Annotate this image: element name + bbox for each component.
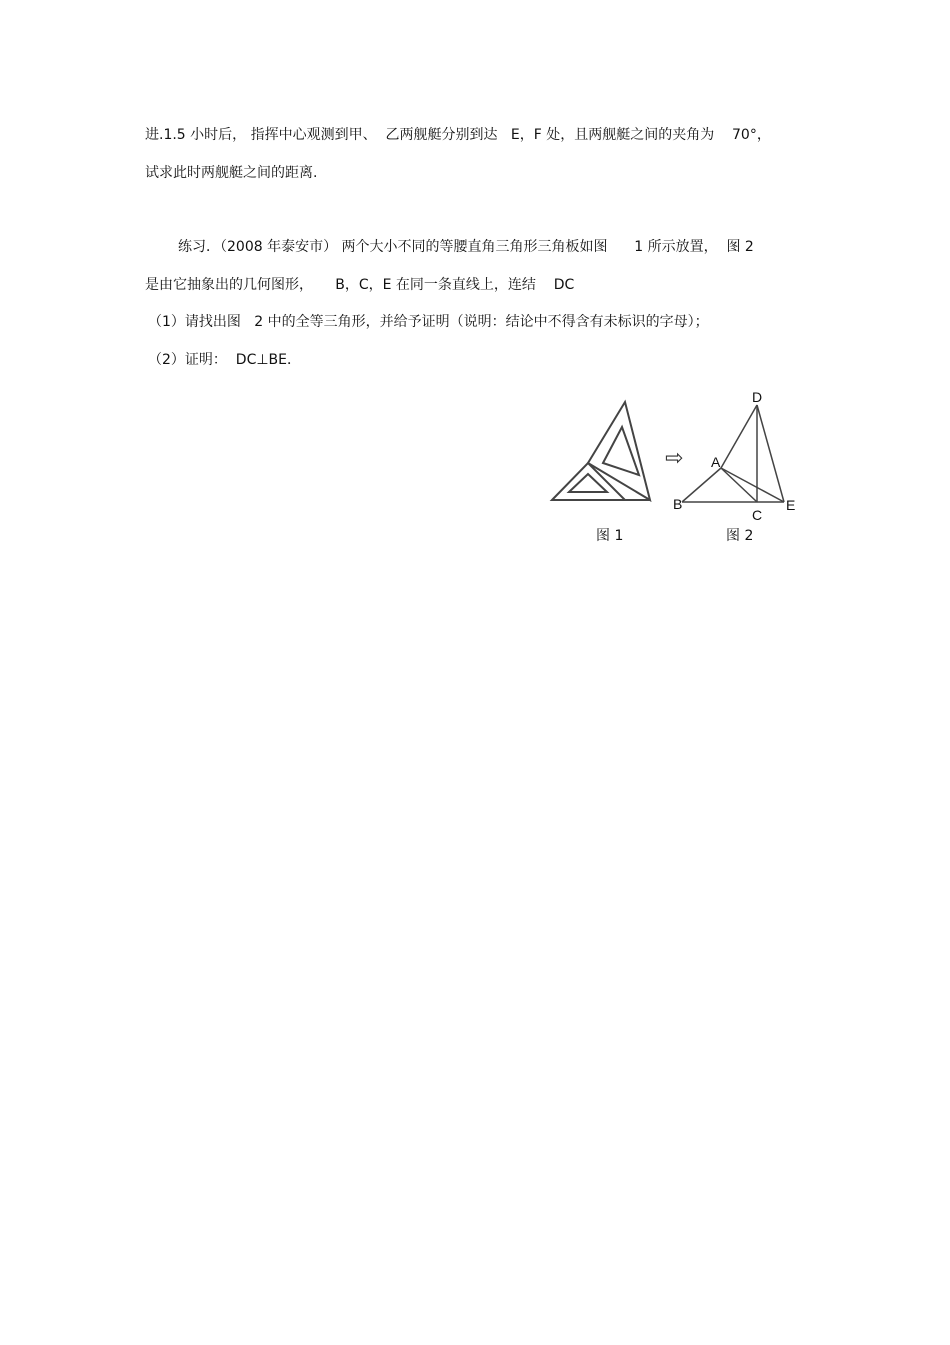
fig1-large-triangle-outer: [588, 402, 650, 500]
figure-drawing: [545, 385, 805, 550]
problem-line-2: 试求此时两舰艇之间的距离.: [145, 165, 318, 181]
label-C: C: [752, 507, 763, 523]
figure-1: [552, 402, 650, 500]
exercise-question-2: （2）证明： DC⊥BE．: [148, 352, 302, 368]
exercise-question-1: （1）请找出图 2 中的全等三角形，并给予证明（说明：结论中不得含有未标识的字母）；: [148, 314, 709, 330]
figure-2-caption: 图 2: [726, 528, 754, 544]
label-A: A: [711, 454, 721, 470]
label-E: E: [786, 497, 796, 513]
label-B: B: [673, 496, 683, 512]
problem-line-1: 进.1.5 小时后， 指挥中心观测到甲、 乙两舰艇分别到达 E，F 处，且两舰艇之间的夹角为 70°，: [145, 127, 771, 143]
figures: [545, 385, 805, 550]
segment-AD: [721, 405, 757, 468]
fig1-small-triangle-outer: [552, 463, 625, 500]
label-D: D: [752, 389, 763, 405]
figure-1-caption: 图 1: [596, 528, 624, 544]
segment-BA: [682, 468, 721, 502]
segment-DE: [757, 405, 784, 502]
exercise-line-1: 练习．（2008 年泰安市） 两个大小不同的等腰直角三角形三角板如图 1 所示放置， 图 2: [178, 239, 754, 255]
exercise-line-2: 是由它抽象出的几何图形， B，C，E 在同一条直线上，连结 DC: [145, 277, 575, 293]
arrow-icon: ⇨: [665, 446, 684, 471]
figure-2: [682, 405, 784, 502]
